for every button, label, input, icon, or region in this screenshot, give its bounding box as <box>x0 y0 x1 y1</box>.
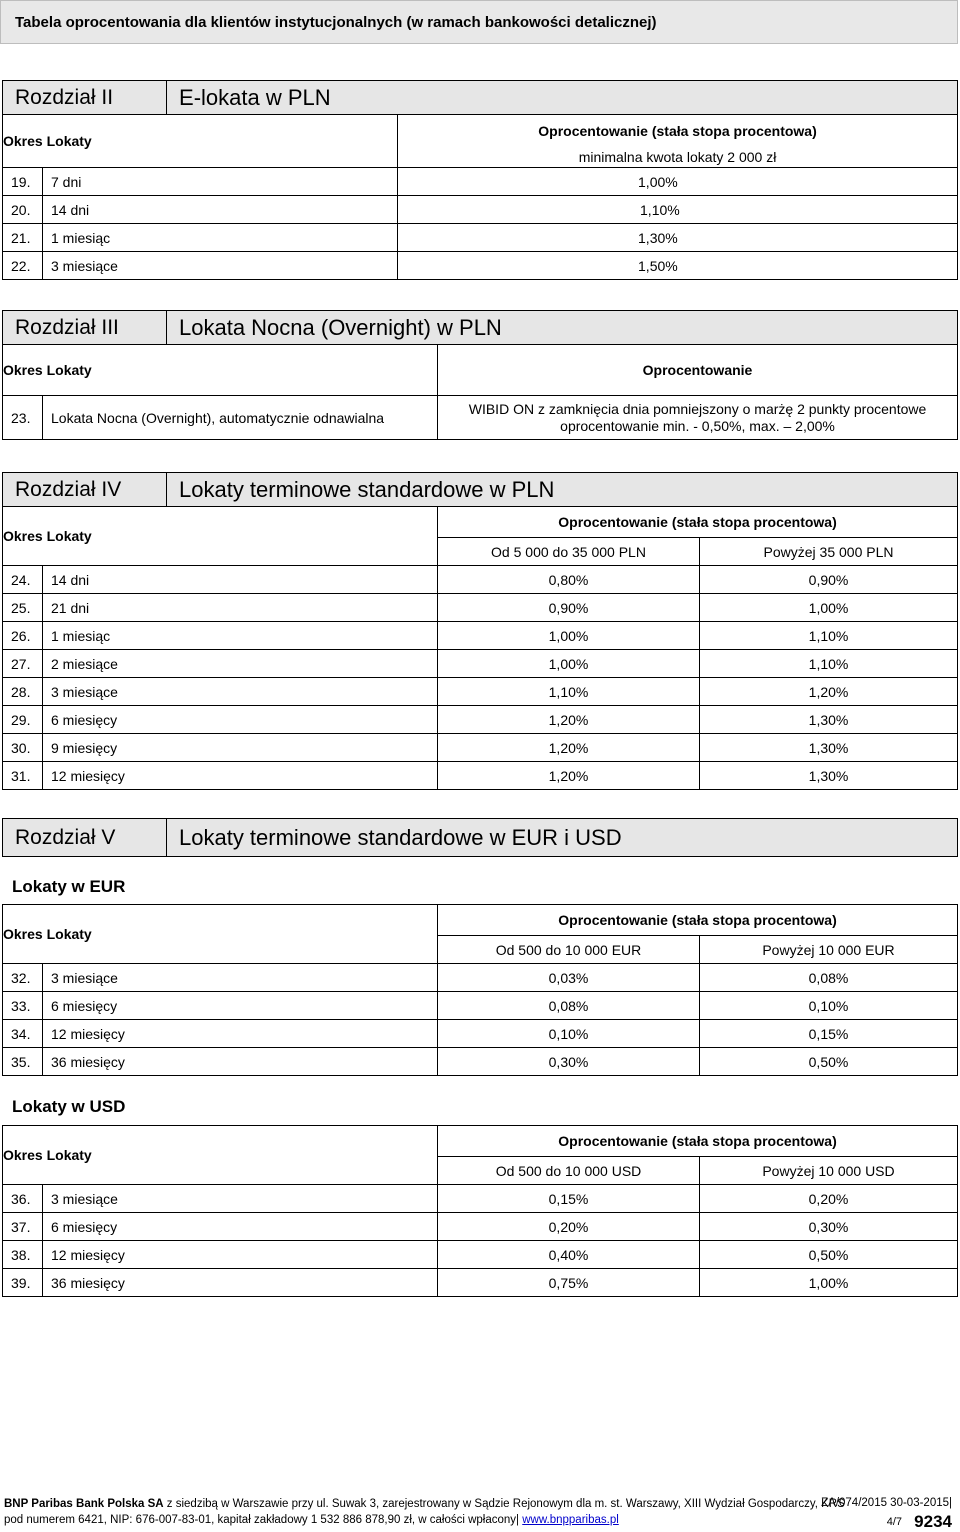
footer-line-1 <box>4 1496 956 1512</box>
row-number: 27. <box>3 650 43 678</box>
table-row <box>3 1048 958 1076</box>
row-rate-b: 1,20% <box>700 678 958 706</box>
chapter-label: Rozdział II <box>3 81 167 115</box>
row-rate-a: 0,15% <box>438 1185 700 1213</box>
table-row <box>3 594 958 622</box>
row-rate-b: 1,30% <box>700 706 958 734</box>
row-rate-a: 0,30% <box>438 1048 700 1076</box>
eur-table <box>2 904 958 1076</box>
row-period: 1 miesiąc <box>43 224 398 252</box>
table-row <box>3 1241 958 1269</box>
row-period: 9 miesięcy <box>43 734 438 762</box>
row-rate-b: 0,90% <box>700 566 958 594</box>
row-number: 20. <box>3 196 43 224</box>
row-period: 12 miesięcy <box>43 1241 438 1269</box>
section-5-header <box>2 818 958 857</box>
table-row <box>3 168 958 196</box>
row-rate-b: 0,08% <box>700 964 958 992</box>
row-period: 6 miesięcy <box>43 706 438 734</box>
min-amount-note: minimalna kwota lokaty 2 000 zł <box>398 147 958 168</box>
row-period: 3 miesiące <box>43 678 438 706</box>
section-title: Lokaty terminowe standardowe w EUR i USD <box>167 819 958 857</box>
row-rate-a: 0,10% <box>438 1020 700 1048</box>
document-title: Tabela oprocentowania dla klientów instytucjonalnych (w ramach bankowości detalicznej) <box>15 14 657 31</box>
column-header-1: Od 500 do 10 000 USD <box>438 1157 700 1185</box>
row-rate-b: 0,30% <box>700 1213 958 1241</box>
eur-subtitle: Lokaty w EUR <box>12 877 126 896</box>
okres-header: Okres Lokaty <box>3 345 438 396</box>
oprocentowanie-header: Oprocentowanie (stała stopa procentowa) <box>438 905 958 936</box>
row-rate-b: 1,30% <box>700 762 958 790</box>
row-number: 36. <box>3 1185 43 1213</box>
table-row <box>3 622 958 650</box>
row-period: 12 miesięcy <box>43 762 438 790</box>
usd-table <box>2 1125 958 1297</box>
row-number: 35. <box>3 1048 43 1076</box>
row-period: 3 miesiące <box>43 252 398 280</box>
row-period: 12 miesięcy <box>43 1020 438 1048</box>
table-row <box>3 992 958 1020</box>
section-title: E-lokata w PLN <box>167 81 958 115</box>
footer-text-2: pod numerem 6421, NIP: 676-007-83-01, kapitał zakładowy 1 532 886 878,90 zł, w całości wpłacony| <box>4 1514 523 1526</box>
row-number: 21. <box>3 224 43 252</box>
column-header-1: Od 5 000 do 35 000 PLN <box>438 538 700 566</box>
footer <box>4 1496 956 1528</box>
okres-header: Okres Lokaty <box>3 905 438 964</box>
row-rate-a: 1,10% <box>438 678 700 706</box>
table-row <box>3 964 958 992</box>
table-row <box>3 396 958 440</box>
rate-description <box>438 396 958 440</box>
table-row <box>3 1185 958 1213</box>
row-period: 3 miesiące <box>43 1185 438 1213</box>
row-rate-b: 0,50% <box>700 1048 958 1076</box>
row-period: 14 dni <box>43 566 438 594</box>
table-row <box>3 706 958 734</box>
row-period: 3 miesiące <box>43 964 438 992</box>
row-period: 36 miesięcy <box>43 1269 438 1297</box>
table-row <box>3 252 958 280</box>
rate-description-line-1: WIBID ON z zamknięcia dnia pomniejszony o marżę 2 punkty procentowe <box>468 400 927 417</box>
row-rate-b: 1,00% <box>700 594 958 622</box>
row-period: Lokata Nocna (Overnight), automatycznie odnawialna <box>43 396 438 440</box>
page-number: 4/7 <box>886 1516 902 1528</box>
section-title: Lokaty terminowe standardowe w PLN <box>167 473 958 507</box>
row-rate-a: 0,40% <box>438 1241 700 1269</box>
bank-website-link[interactable]: www.bnpparibas.pl <box>522 1514 619 1526</box>
row-number: 34. <box>3 1020 43 1048</box>
chapter-label: Rozdział IV <box>3 473 167 507</box>
document-header <box>0 0 958 44</box>
row-period: 6 miesięcy <box>43 992 438 1020</box>
row-rate-a: 1,20% <box>438 762 700 790</box>
oprocentowanie-header: Oprocentowanie (stała stopa procentowa) <box>438 507 958 538</box>
row-rate-b: 0,15% <box>700 1020 958 1048</box>
row-rate-b: 0,50% <box>700 1241 958 1269</box>
row-number: 24. <box>3 566 43 594</box>
row-period: 21 dni <box>43 594 438 622</box>
section-2-table <box>2 80 958 280</box>
document-code: 9234 <box>914 1512 952 1531</box>
chapter-label: Rozdział III <box>3 311 167 345</box>
oprocentowanie-header: Oprocentowanie <box>438 345 958 396</box>
section-4-table <box>2 472 958 790</box>
row-period: 1 miesiąc <box>43 622 438 650</box>
column-header-2: Powyżej 35 000 PLN <box>700 538 958 566</box>
bank-name: BNP Paribas Bank Polska SA <box>4 1498 164 1510</box>
row-rate-a: 1,20% <box>438 734 700 762</box>
row-number: 37. <box>3 1213 43 1241</box>
table-row <box>3 1020 958 1048</box>
column-header-2: Powyżej 10 000 EUR <box>700 936 958 964</box>
row-rate-a: 0,80% <box>438 566 700 594</box>
table-row <box>3 734 958 762</box>
row-number: 19. <box>3 168 43 196</box>
row-number: 23. <box>3 396 43 440</box>
table-row <box>3 650 958 678</box>
row-rate-b: 1,10% <box>700 650 958 678</box>
row-rate-b: 0,20% <box>700 1185 958 1213</box>
row-rate: 1,00% <box>398 168 958 196</box>
row-rate-b: 1,10% <box>700 622 958 650</box>
row-rate-a: 1,00% <box>438 622 700 650</box>
table-row <box>3 224 958 252</box>
row-number: 31. <box>3 762 43 790</box>
row-rate-a: 0,75% <box>438 1269 700 1297</box>
row-rate-a: 0,03% <box>438 964 700 992</box>
document-reference: ZA/074/2015 30-03-2015| <box>821 1497 952 1509</box>
table-row <box>3 566 958 594</box>
row-number: 28. <box>3 678 43 706</box>
row-rate-a: 0,90% <box>438 594 700 622</box>
row-number: 38. <box>3 1241 43 1269</box>
row-rate-b: 1,30% <box>700 734 958 762</box>
row-number: 29. <box>3 706 43 734</box>
column-header-1: Od 500 do 10 000 EUR <box>438 936 700 964</box>
row-rate-a: 0,08% <box>438 992 700 1020</box>
row-number: 30. <box>3 734 43 762</box>
row-rate-a: 0,20% <box>438 1213 700 1241</box>
row-number: 33. <box>3 992 43 1020</box>
row-rate-a: 1,20% <box>438 706 700 734</box>
row-number: 39. <box>3 1269 43 1297</box>
table-row <box>3 762 958 790</box>
oprocentowanie-header: Oprocentowanie (stała stopa procentowa) <box>438 1126 958 1157</box>
table-row <box>3 1213 958 1241</box>
footer-text-1: z siedzibą w Warszawie przy ul. Suwak 3, zarejestrowany w Sądzie Rejonowym dla m. st. Warszawy, XIII Wydział Gospodarczy, KRS <box>163 1498 845 1510</box>
table-row <box>3 678 958 706</box>
row-number: 26. <box>3 622 43 650</box>
row-period: 6 miesięcy <box>43 1213 438 1241</box>
row-period: 14 dni <box>43 196 398 224</box>
row-number: 32. <box>3 964 43 992</box>
chapter-label: Rozdział V <box>3 819 167 857</box>
row-rate: 1,50% <box>398 252 958 280</box>
row-rate-a: 1,00% <box>438 650 700 678</box>
row-period: 36 miesięcy <box>43 1048 438 1076</box>
table-row <box>3 1269 958 1297</box>
row-rate: 1,30% <box>398 224 958 252</box>
row-number: 25. <box>3 594 43 622</box>
row-period: 2 miesiące <box>43 650 438 678</box>
oprocentowanie-header: Oprocentowanie (stała stopa procentowa) <box>398 115 958 147</box>
okres-header: Okres Lokaty <box>3 1126 438 1185</box>
row-period: 7 dni <box>43 168 398 196</box>
footer-line-2 <box>4 1512 956 1528</box>
row-rate-b: 0,10% <box>700 992 958 1020</box>
rate-description-line-2: oprocentowanie min. - 0,50%, max. – 2,00% <box>560 417 835 434</box>
row-rate: 1,10% <box>398 196 958 224</box>
section-3-table <box>2 310 958 440</box>
table-row <box>3 196 958 224</box>
row-number: 22. <box>3 252 43 280</box>
column-header-2: Powyżej 10 000 USD <box>700 1157 958 1185</box>
okres-header: Okres Lokaty <box>3 115 398 168</box>
section-title: Lokata Nocna (Overnight) w PLN <box>167 311 958 345</box>
usd-subtitle: Lokaty w USD <box>12 1097 126 1116</box>
row-rate-b: 1,00% <box>700 1269 958 1297</box>
okres-header: Okres Lokaty <box>3 507 438 566</box>
